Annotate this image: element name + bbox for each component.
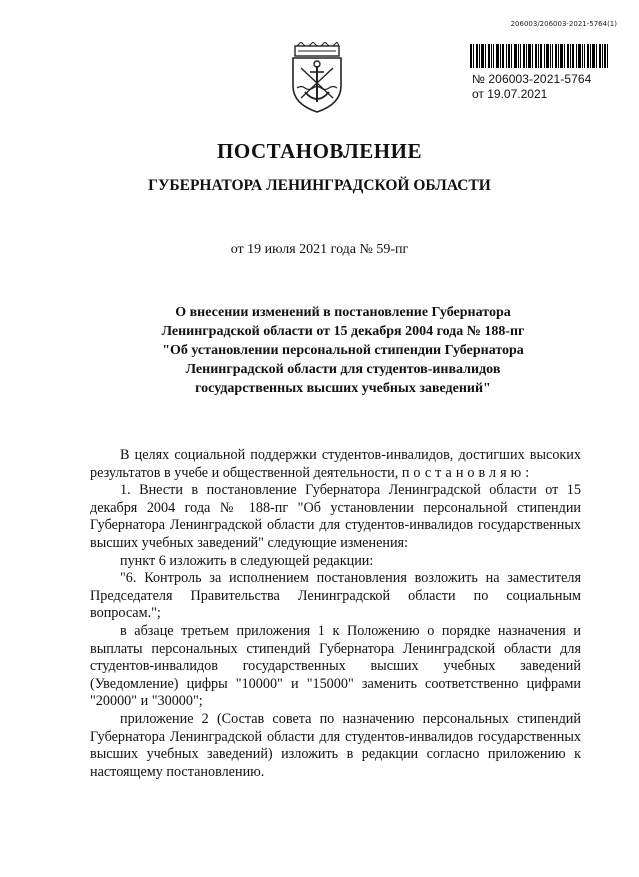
heading-line: О внесении изменений в постановление Губернатора	[175, 305, 511, 320]
decree-date: от 19 июля 2021 года № 59-пг	[230, 242, 409, 257]
document-reference: 206003/206003-2021-5764(1)	[510, 20, 617, 28]
paragraph	[90, 447, 581, 482]
heading-line: "Об установлении персональной стипендии Губернатора	[162, 343, 524, 358]
document-body	[90, 447, 581, 781]
registration-date: от 19.07.2021	[472, 87, 548, 101]
heading-line: государственных высших учебных заведений"	[195, 381, 491, 396]
document-title: ПОСТАНОВЛЕНИЕ	[217, 139, 422, 163]
document-subtitle: ГУБЕРНАТОРА ЛЕНИНГРАДСКОЙ ОБЛАСТИ	[148, 177, 491, 194]
coat-of-arms-icon	[287, 42, 347, 114]
paragraph: приложение 2 (Состав совета по назначению персональных стипендий Губернатора Ленинградской области для студентов-инвалидов государственных высших учебных заведений) изложить в редакции согласно приложению к настоящему постановлению.	[90, 710, 581, 780]
decree-heading	[128, 303, 558, 398]
paragraph: "6. Контроль за исполнением постановления возложить на заместителя Председателя Правительства Ленинградской области по социальным вопросам.";	[90, 570, 581, 622]
decree-word: постановляю:	[401, 464, 534, 481]
registration-number: № 206003-2021-5764	[472, 72, 592, 86]
paragraph-text: В целях социальной поддержки студентов-инвалидов, достигших высоких результатов в учебе и общественной деятельности,	[90, 447, 581, 481]
paragraph: 1. Внести в постановление Губернатора Ленинградской области от 15 декабря 2004 года № 188-пг "Об установлении персональной стипендии Губернатора Ленинградской области для студентов-инвалидов государственных высших учебных заведений" следующие изменения:	[90, 482, 581, 551]
paragraph: пункт 6 изложить в следующей редакции:	[120, 552, 374, 569]
heading-line: Ленинградской области от 15 декабря 2004 года № 188-пг	[161, 324, 525, 339]
barcode	[470, 44, 608, 68]
paragraph: в абзаце третьем приложения 1 к Положению о порядке назначения и выплаты персональных стипендий Губернатора Ленинградской области для студентов-инвалидов государственных высших учебных заведений (Уведомление) цифры "10000" и "15000" заменить соответственно цифрами "20000" и "30000";	[90, 622, 581, 710]
heading-line: Ленинградской области для студентов-инвалидов	[185, 362, 501, 377]
